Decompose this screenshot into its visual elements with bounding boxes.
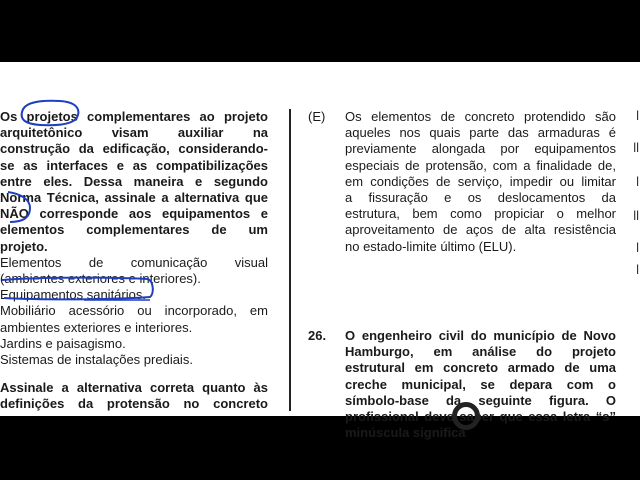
column-divider — [289, 109, 291, 411]
option-e-line: em condições de serviço, impedir ou limitar — [345, 173, 616, 189]
option-line: (ambientes exteriores e interiores). — [0, 271, 201, 287]
option-line: Jardins e paisagismo. — [0, 335, 126, 351]
next-question — [0, 380, 268, 412]
option-e-line: aqueles nos quais parte das armaduras é — [345, 125, 616, 141]
question-number: 26. — [308, 328, 327, 343]
question-line: símbolo-base da seguinte figura. O — [345, 392, 616, 408]
question-line: creche municipal, se depara com o — [345, 376, 616, 392]
option-line: Elementos de comunicação visual — [0, 254, 268, 270]
stem-line: Os projetos complementares ao projeto — [0, 109, 268, 124]
stem-line: entre eles. Dessa maneira e segundo — [0, 173, 268, 189]
left-column — [0, 109, 268, 413]
stem-line: se as interfaces e as compatibilizações — [0, 157, 268, 173]
question-line: profissional deve saber que essa letra “s” — [345, 409, 616, 425]
stem-line: elementos complementares de um — [0, 222, 268, 238]
question-stem — [0, 109, 268, 255]
edge-glyph: l — [636, 108, 639, 123]
stem-line: projeto. — [0, 238, 48, 254]
edge-glyph: l — [636, 240, 639, 255]
option-line: ambientes exteriores e interiores. — [0, 319, 193, 335]
edge-glyph: ll — [633, 140, 639, 155]
question-26-text — [345, 328, 616, 441]
edge-glyph: l — [636, 262, 639, 277]
option-line: Equipamentos sanitários. — [0, 287, 146, 303]
stem-line: arquitetônico visam auxiliar na — [0, 125, 268, 141]
stem-line: NÃO corresponde aos equipamentos e — [0, 206, 268, 222]
document-viewer[interactable] — [0, 62, 640, 441]
edge-glyph: l — [636, 174, 639, 189]
next-question-line: definições da protensão no concreto — [0, 396, 268, 412]
option-e-line: estrutura, bem como propiciar o melhor — [345, 206, 616, 222]
stem-line: construção da edificação, considerando- — [0, 141, 268, 157]
option-e-line: previamente alongada por equipamentos — [345, 141, 616, 157]
figure-symbol-partial — [452, 402, 480, 430]
option-e-line: especiais de protensão, com a finalidade de, — [345, 157, 616, 173]
option-e-line: no estado-limite último (ELU). — [345, 238, 517, 254]
question-line: minúscula significa — [345, 425, 466, 441]
answer-options — [0, 255, 268, 368]
question-line: estrutural em concreto armado de uma — [345, 360, 616, 376]
question-line: O engenheiro civil do município de Novo — [345, 328, 616, 343]
question-line: Hamburgo, em análise do projeto — [345, 344, 616, 360]
option-line: Sistemas de instalações prediais. — [0, 352, 193, 368]
option-e-letter: (E) — [308, 109, 326, 124]
option-e-line: a fissuração e os deslocamentos da — [345, 190, 616, 206]
adjacent-page-edge — [628, 62, 640, 416]
option-line: Mobiliário acessório ou incorporado, em — [0, 303, 268, 319]
option-e-line: Os elementos de concreto protendido são — [345, 109, 616, 124]
next-question-line: Assinale a alternativa correta quanto às — [0, 380, 268, 396]
edge-glyph: ll — [633, 208, 639, 223]
stem-line: Norma Técnica, assinale a alternativa que — [0, 190, 268, 206]
option-e-line: aproveitamento de aços de alta resistência — [345, 222, 616, 238]
option-e-text — [345, 109, 616, 255]
